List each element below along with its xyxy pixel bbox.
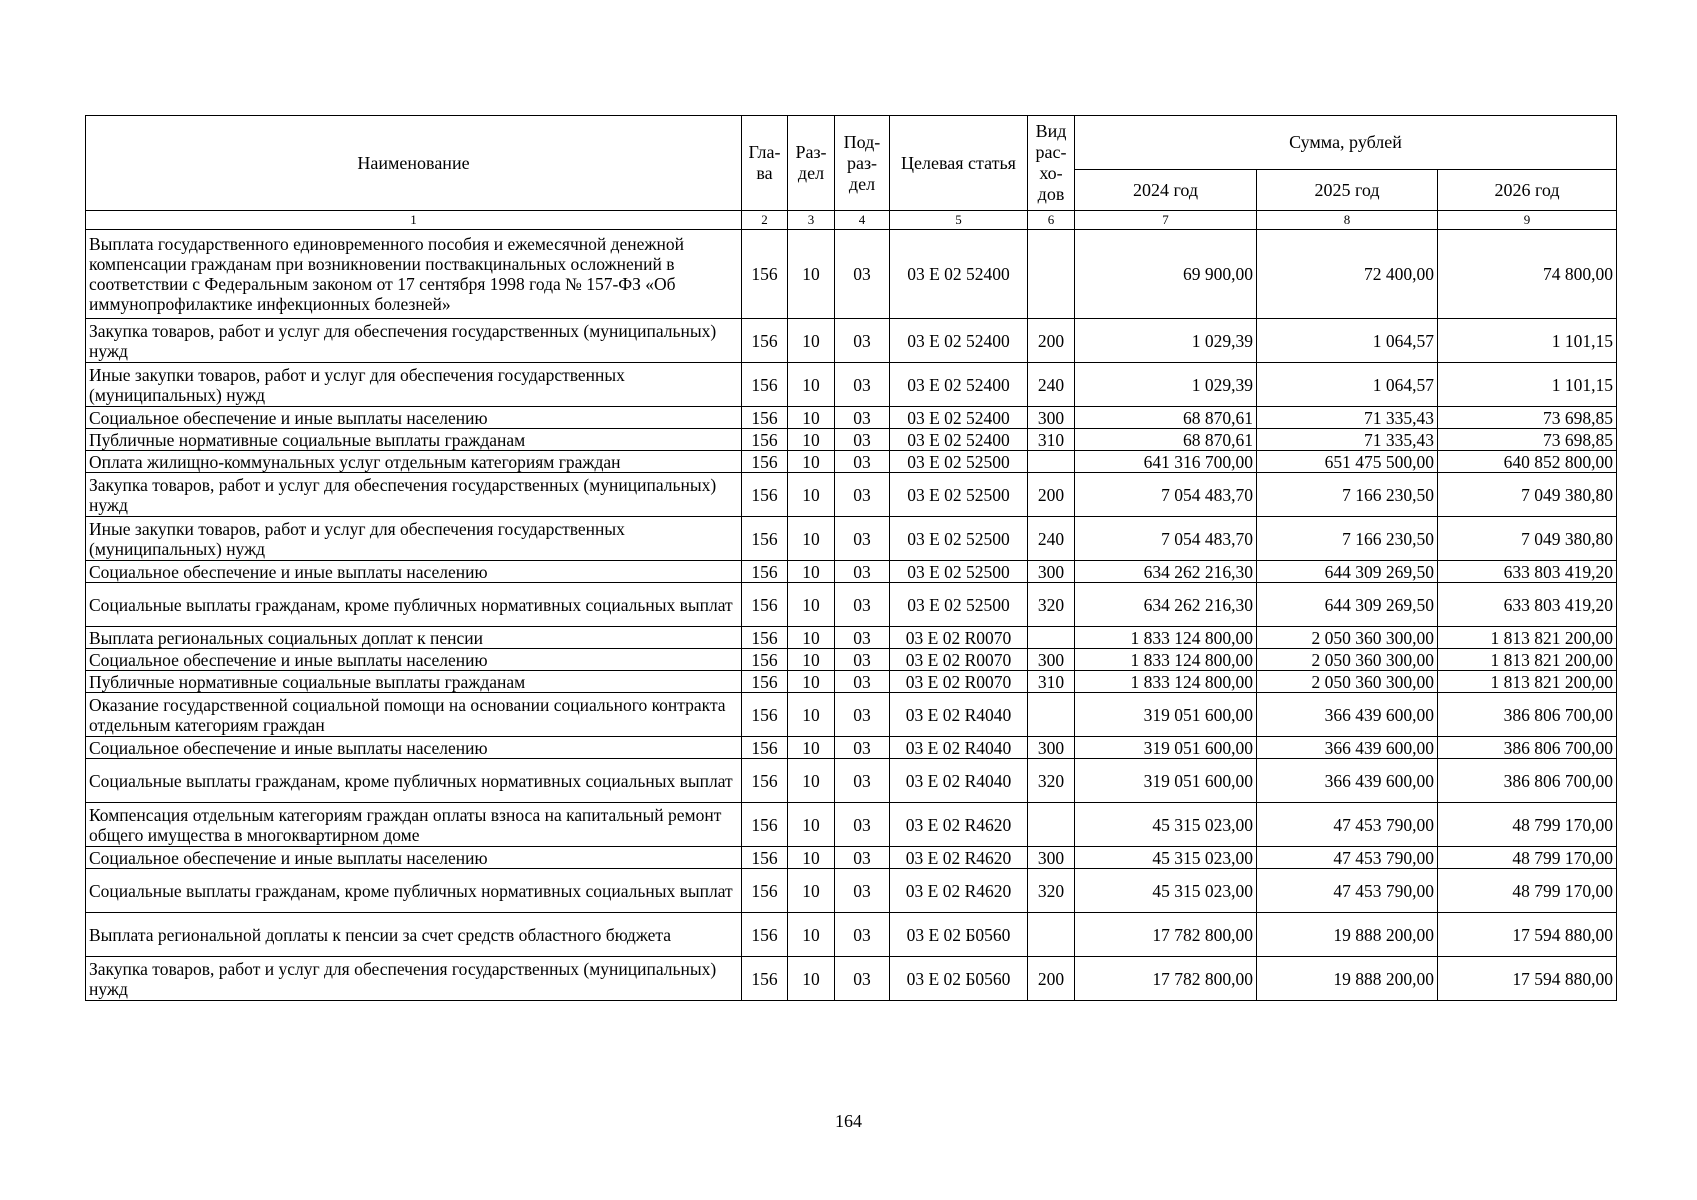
table-row bbox=[86, 230, 1617, 319]
row-name: Социальные выплаты гражданам, кроме публичных нормативных социальных выплат bbox=[86, 583, 742, 627]
row-name: Выплата региональных социальных доплат к пенсии bbox=[86, 627, 742, 649]
row-sum-2025: 47 453 790,00 bbox=[1257, 869, 1438, 913]
header-razdel: Раз-дел bbox=[788, 116, 835, 211]
row-sum-2025: 366 439 600,00 bbox=[1257, 737, 1438, 759]
column-number: 3 bbox=[788, 211, 835, 230]
row-vid bbox=[1028, 913, 1075, 957]
row-vid bbox=[1028, 627, 1075, 649]
row-sum-2026: 17 594 880,00 bbox=[1438, 913, 1617, 957]
row-podrazdel: 03 bbox=[835, 913, 890, 957]
row-razdel: 10 bbox=[788, 957, 835, 1001]
column-number: 7 bbox=[1075, 211, 1257, 230]
row-sum-2026: 386 806 700,00 bbox=[1438, 737, 1617, 759]
header-year-2025: 2025 год bbox=[1257, 170, 1438, 211]
row-podrazdel: 03 bbox=[835, 627, 890, 649]
row-sum-2024: 319 051 600,00 bbox=[1075, 693, 1257, 737]
row-sum-2025: 2 050 360 300,00 bbox=[1257, 627, 1438, 649]
row-target: 03 Е 02 52500 bbox=[890, 561, 1028, 583]
row-razdel: 10 bbox=[788, 693, 835, 737]
row-razdel: 10 bbox=[788, 583, 835, 627]
table-row bbox=[86, 671, 1617, 693]
row-sum-2025: 1 064,57 bbox=[1257, 319, 1438, 363]
row-vid bbox=[1028, 451, 1075, 473]
row-sum-2024: 7 054 483,70 bbox=[1075, 517, 1257, 561]
row-glava: 156 bbox=[742, 230, 788, 319]
table-row bbox=[86, 913, 1617, 957]
row-podrazdel: 03 bbox=[835, 407, 890, 429]
row-target: 03 Е 02 R4040 bbox=[890, 693, 1028, 737]
row-podrazdel: 03 bbox=[835, 693, 890, 737]
row-name: Оказание государственной социальной помощи на основании социального контракта отдельным категориям граждан bbox=[86, 693, 742, 737]
row-podrazdel: 03 bbox=[835, 230, 890, 319]
row-sum-2024: 1 029,39 bbox=[1075, 363, 1257, 407]
column-number: 5 bbox=[890, 211, 1028, 230]
row-sum-2025: 1 064,57 bbox=[1257, 363, 1438, 407]
row-sum-2024: 1 833 124 800,00 bbox=[1075, 627, 1257, 649]
row-razdel: 10 bbox=[788, 627, 835, 649]
row-glava: 156 bbox=[742, 627, 788, 649]
row-sum-2025: 644 309 269,50 bbox=[1257, 561, 1438, 583]
row-podrazdel: 03 bbox=[835, 363, 890, 407]
header-glava: Гла-ва bbox=[742, 116, 788, 211]
row-target: 03 Е 02 R0070 bbox=[890, 671, 1028, 693]
header-year-2026: 2026 год bbox=[1438, 170, 1617, 211]
header-target: Целевая статья bbox=[890, 116, 1028, 211]
table-row bbox=[86, 561, 1617, 583]
row-vid: 300 bbox=[1028, 847, 1075, 869]
row-sum-2026: 640 852 800,00 bbox=[1438, 451, 1617, 473]
row-sum-2026: 7 049 380,80 bbox=[1438, 473, 1617, 517]
row-sum-2024: 1 833 124 800,00 bbox=[1075, 649, 1257, 671]
row-name: Закупка товаров, работ и услуг для обеспечения государственных (муниципальных) нужд bbox=[86, 319, 742, 363]
header-name: Наименование bbox=[86, 116, 742, 211]
row-sum-2025: 366 439 600,00 bbox=[1257, 759, 1438, 803]
row-target: 03 Е 02 52500 bbox=[890, 583, 1028, 627]
row-target: 03 Е 02 52400 bbox=[890, 319, 1028, 363]
row-razdel: 10 bbox=[788, 230, 835, 319]
row-sum-2026: 73 698,85 bbox=[1438, 429, 1617, 451]
row-razdel: 10 bbox=[788, 737, 835, 759]
row-vid: 300 bbox=[1028, 407, 1075, 429]
row-sum-2024: 45 315 023,00 bbox=[1075, 847, 1257, 869]
table-row bbox=[86, 869, 1617, 913]
row-podrazdel: 03 bbox=[835, 429, 890, 451]
row-target: 03 Е 02 R4040 bbox=[890, 737, 1028, 759]
table-row bbox=[86, 407, 1617, 429]
row-target: 03 Е 02 52500 bbox=[890, 473, 1028, 517]
header-vid: Вид рас-хо-дов bbox=[1028, 116, 1075, 211]
row-name: Закупка товаров, работ и услуг для обеспечения государственных (муниципальных) нужд bbox=[86, 957, 742, 1001]
row-name: Публичные нормативные социальные выплаты гражданам bbox=[86, 429, 742, 451]
header-year-2024: 2024 год bbox=[1075, 170, 1257, 211]
row-target: 03 Е 02 52400 bbox=[890, 363, 1028, 407]
row-podrazdel: 03 bbox=[835, 319, 890, 363]
row-razdel: 10 bbox=[788, 429, 835, 451]
row-glava: 156 bbox=[742, 451, 788, 473]
row-glava: 156 bbox=[742, 473, 788, 517]
row-name: Социальное обеспечение и иные выплаты населению bbox=[86, 407, 742, 429]
table-row bbox=[86, 451, 1617, 473]
row-glava: 156 bbox=[742, 407, 788, 429]
row-sum-2025: 47 453 790,00 bbox=[1257, 803, 1438, 847]
row-vid: 200 bbox=[1028, 319, 1075, 363]
row-sum-2025: 7 166 230,50 bbox=[1257, 473, 1438, 517]
row-sum-2024: 68 870,61 bbox=[1075, 407, 1257, 429]
row-target: 03 Е 02 Б0560 bbox=[890, 957, 1028, 1001]
budget-table bbox=[85, 115, 1617, 1001]
row-sum-2025: 72 400,00 bbox=[1257, 230, 1438, 319]
row-vid: 200 bbox=[1028, 957, 1075, 1001]
row-sum-2026: 1 813 821 200,00 bbox=[1438, 649, 1617, 671]
row-podrazdel: 03 bbox=[835, 847, 890, 869]
row-sum-2025: 2 050 360 300,00 bbox=[1257, 649, 1438, 671]
row-sum-2025: 366 439 600,00 bbox=[1257, 693, 1438, 737]
row-name: Социальные выплаты гражданам, кроме публичных нормативных социальных выплат bbox=[86, 759, 742, 803]
row-sum-2024: 634 262 216,30 bbox=[1075, 561, 1257, 583]
row-vid: 240 bbox=[1028, 517, 1075, 561]
row-target: 03 Е 02 52400 bbox=[890, 429, 1028, 451]
row-podrazdel: 03 bbox=[835, 671, 890, 693]
row-sum-2026: 74 800,00 bbox=[1438, 230, 1617, 319]
table-row bbox=[86, 517, 1617, 561]
row-name: Иные закупки товаров, работ и услуг для обеспечения государственных (муниципальных) нужд bbox=[86, 517, 742, 561]
row-vid: 310 bbox=[1028, 671, 1075, 693]
row-sum-2025: 2 050 360 300,00 bbox=[1257, 671, 1438, 693]
row-sum-2024: 17 782 800,00 bbox=[1075, 957, 1257, 1001]
row-sum-2025: 19 888 200,00 bbox=[1257, 913, 1438, 957]
row-vid: 310 bbox=[1028, 429, 1075, 451]
row-name: Социальное обеспечение и иные выплаты населению bbox=[86, 847, 742, 869]
row-podrazdel: 03 bbox=[835, 517, 890, 561]
row-sum-2024: 68 870,61 bbox=[1075, 429, 1257, 451]
row-glava: 156 bbox=[742, 737, 788, 759]
row-glava: 156 bbox=[742, 869, 788, 913]
row-podrazdel: 03 bbox=[835, 869, 890, 913]
row-razdel: 10 bbox=[788, 517, 835, 561]
row-razdel: 10 bbox=[788, 847, 835, 869]
table-row bbox=[86, 627, 1617, 649]
row-glava: 156 bbox=[742, 803, 788, 847]
table-row bbox=[86, 649, 1617, 671]
row-razdel: 10 bbox=[788, 319, 835, 363]
table-row bbox=[86, 759, 1617, 803]
row-target: 03 Е 02 52500 bbox=[890, 451, 1028, 473]
row-sum-2025: 651 475 500,00 bbox=[1257, 451, 1438, 473]
row-vid bbox=[1028, 693, 1075, 737]
row-sum-2024: 319 051 600,00 bbox=[1075, 737, 1257, 759]
column-number: 6 bbox=[1028, 211, 1075, 230]
table-row bbox=[86, 693, 1617, 737]
column-number: 1 bbox=[86, 211, 742, 230]
row-podrazdel: 03 bbox=[835, 737, 890, 759]
row-vid: 320 bbox=[1028, 583, 1075, 627]
row-sum-2026: 73 698,85 bbox=[1438, 407, 1617, 429]
row-vid: 240 bbox=[1028, 363, 1075, 407]
row-vid: 300 bbox=[1028, 737, 1075, 759]
page-number: 164 bbox=[835, 1111, 862, 1131]
row-podrazdel: 03 bbox=[835, 451, 890, 473]
row-target: 03 Е 02 R4620 bbox=[890, 803, 1028, 847]
row-sum-2026: 386 806 700,00 bbox=[1438, 759, 1617, 803]
row-vid bbox=[1028, 803, 1075, 847]
row-glava: 156 bbox=[742, 319, 788, 363]
row-sum-2026: 48 799 170,00 bbox=[1438, 803, 1617, 847]
row-razdel: 10 bbox=[788, 869, 835, 913]
row-sum-2025: 71 335,43 bbox=[1257, 429, 1438, 451]
row-name: Социальное обеспечение и иные выплаты населению bbox=[86, 561, 742, 583]
row-target: 03 Е 02 R0070 bbox=[890, 649, 1028, 671]
row-sum-2024: 1 029,39 bbox=[1075, 319, 1257, 363]
row-target: 03 Е 02 R4620 bbox=[890, 847, 1028, 869]
row-glava: 156 bbox=[742, 671, 788, 693]
row-sum-2024: 641 316 700,00 bbox=[1075, 451, 1257, 473]
row-razdel: 10 bbox=[788, 671, 835, 693]
row-glava: 156 bbox=[742, 759, 788, 803]
row-name: Закупка товаров, работ и услуг для обеспечения государственных (муниципальных) нужд bbox=[86, 473, 742, 517]
row-vid: 320 bbox=[1028, 759, 1075, 803]
row-name: Публичные нормативные социальные выплаты гражданам bbox=[86, 671, 742, 693]
row-sum-2024: 17 782 800,00 bbox=[1075, 913, 1257, 957]
row-target: 03 Е 02 Б0560 bbox=[890, 913, 1028, 957]
row-sum-2026: 7 049 380,80 bbox=[1438, 517, 1617, 561]
budget-sheet bbox=[85, 115, 1616, 1001]
row-glava: 156 bbox=[742, 957, 788, 1001]
row-glava: 156 bbox=[742, 363, 788, 407]
row-sum-2024: 45 315 023,00 bbox=[1075, 869, 1257, 913]
table-row bbox=[86, 319, 1617, 363]
row-glava: 156 bbox=[742, 583, 788, 627]
row-sum-2024: 1 833 124 800,00 bbox=[1075, 671, 1257, 693]
row-sum-2024: 319 051 600,00 bbox=[1075, 759, 1257, 803]
column-number: 4 bbox=[835, 211, 890, 230]
row-target: 03 Е 02 52400 bbox=[890, 407, 1028, 429]
row-podrazdel: 03 bbox=[835, 759, 890, 803]
row-podrazdel: 03 bbox=[835, 561, 890, 583]
row-podrazdel: 03 bbox=[835, 649, 890, 671]
row-glava: 156 bbox=[742, 913, 788, 957]
header-podrazdel: Под-раз-дел bbox=[835, 116, 890, 211]
row-target: 03 Е 02 52500 bbox=[890, 517, 1028, 561]
row-glava: 156 bbox=[742, 693, 788, 737]
row-podrazdel: 03 bbox=[835, 803, 890, 847]
row-vid bbox=[1028, 230, 1075, 319]
row-name: Иные закупки товаров, работ и услуг для обеспечения государственных (муниципальных) нужд bbox=[86, 363, 742, 407]
row-target: 03 Е 02 52400 bbox=[890, 230, 1028, 319]
row-name: Социальное обеспечение и иные выплаты населению bbox=[86, 649, 742, 671]
row-sum-2025: 7 166 230,50 bbox=[1257, 517, 1438, 561]
column-number-row bbox=[86, 211, 1617, 230]
row-razdel: 10 bbox=[788, 759, 835, 803]
row-sum-2026: 1 101,15 bbox=[1438, 363, 1617, 407]
row-sum-2025: 71 335,43 bbox=[1257, 407, 1438, 429]
row-vid: 200 bbox=[1028, 473, 1075, 517]
row-target: 03 Е 02 R4620 bbox=[890, 869, 1028, 913]
header-sum: Сумма, рублей bbox=[1075, 116, 1617, 170]
row-podrazdel: 03 bbox=[835, 473, 890, 517]
row-razdel: 10 bbox=[788, 407, 835, 429]
row-razdel: 10 bbox=[788, 473, 835, 517]
row-sum-2025: 47 453 790,00 bbox=[1257, 847, 1438, 869]
row-sum-2026: 1 101,15 bbox=[1438, 319, 1617, 363]
column-number: 2 bbox=[742, 211, 788, 230]
row-sum-2026: 48 799 170,00 bbox=[1438, 847, 1617, 869]
row-razdel: 10 bbox=[788, 451, 835, 473]
row-name: Компенсация отдельным категориям граждан оплаты взноса на капитальный ремонт общего имущества в многоквартирном доме bbox=[86, 803, 742, 847]
row-name: Выплата государственного единовременного пособия и ежемесячной денежной компенсации гражданам при возникновении поствакцинальных осложнений в соответствии с Федеральным законом от 17 сентября 1998 года № 157-ФЗ «Об иммунопрофилактике инфекционных болезней» bbox=[86, 230, 742, 319]
row-sum-2026: 1 813 821 200,00 bbox=[1438, 671, 1617, 693]
row-glava: 156 bbox=[742, 847, 788, 869]
table-row bbox=[86, 363, 1617, 407]
row-glava: 156 bbox=[742, 561, 788, 583]
row-sum-2025: 644 309 269,50 bbox=[1257, 583, 1438, 627]
row-razdel: 10 bbox=[788, 561, 835, 583]
row-name: Социальное обеспечение и иные выплаты населению bbox=[86, 737, 742, 759]
row-glava: 156 bbox=[742, 649, 788, 671]
row-glava: 156 bbox=[742, 517, 788, 561]
row-podrazdel: 03 bbox=[835, 583, 890, 627]
row-name: Социальные выплаты гражданам, кроме публичных нормативных социальных выплат bbox=[86, 869, 742, 913]
row-sum-2024: 634 262 216,30 bbox=[1075, 583, 1257, 627]
row-vid: 300 bbox=[1028, 561, 1075, 583]
column-number: 8 bbox=[1257, 211, 1438, 230]
row-glava: 156 bbox=[742, 429, 788, 451]
column-number: 9 bbox=[1438, 211, 1617, 230]
row-razdel: 10 bbox=[788, 363, 835, 407]
row-razdel: 10 bbox=[788, 803, 835, 847]
row-sum-2024: 69 900,00 bbox=[1075, 230, 1257, 319]
row-sum-2024: 45 315 023,00 bbox=[1075, 803, 1257, 847]
table-row bbox=[86, 583, 1617, 627]
table-row bbox=[86, 737, 1617, 759]
table-row bbox=[86, 847, 1617, 869]
row-target: 03 Е 02 R4040 bbox=[890, 759, 1028, 803]
row-vid: 320 bbox=[1028, 869, 1075, 913]
row-sum-2026: 386 806 700,00 bbox=[1438, 693, 1617, 737]
row-vid: 300 bbox=[1028, 649, 1075, 671]
row-sum-2026: 1 813 821 200,00 bbox=[1438, 627, 1617, 649]
row-sum-2025: 19 888 200,00 bbox=[1257, 957, 1438, 1001]
row-sum-2026: 633 803 419,20 bbox=[1438, 583, 1617, 627]
row-sum-2026: 48 799 170,00 bbox=[1438, 869, 1617, 913]
row-sum-2026: 17 594 880,00 bbox=[1438, 957, 1617, 1001]
table-row bbox=[86, 957, 1617, 1001]
row-razdel: 10 bbox=[788, 913, 835, 957]
row-name: Оплата жилищно-коммунальных услуг отдельным категориям граждан bbox=[86, 451, 742, 473]
table-row bbox=[86, 429, 1617, 451]
row-sum-2026: 633 803 419,20 bbox=[1438, 561, 1617, 583]
row-sum-2024: 7 054 483,70 bbox=[1075, 473, 1257, 517]
row-name: Выплата региональной доплаты к пенсии за счет средств областного бюджета bbox=[86, 913, 742, 957]
row-razdel: 10 bbox=[788, 649, 835, 671]
table-row bbox=[86, 803, 1617, 847]
row-target: 03 Е 02 R0070 bbox=[890, 627, 1028, 649]
row-podrazdel: 03 bbox=[835, 957, 890, 1001]
table-row bbox=[86, 473, 1617, 517]
